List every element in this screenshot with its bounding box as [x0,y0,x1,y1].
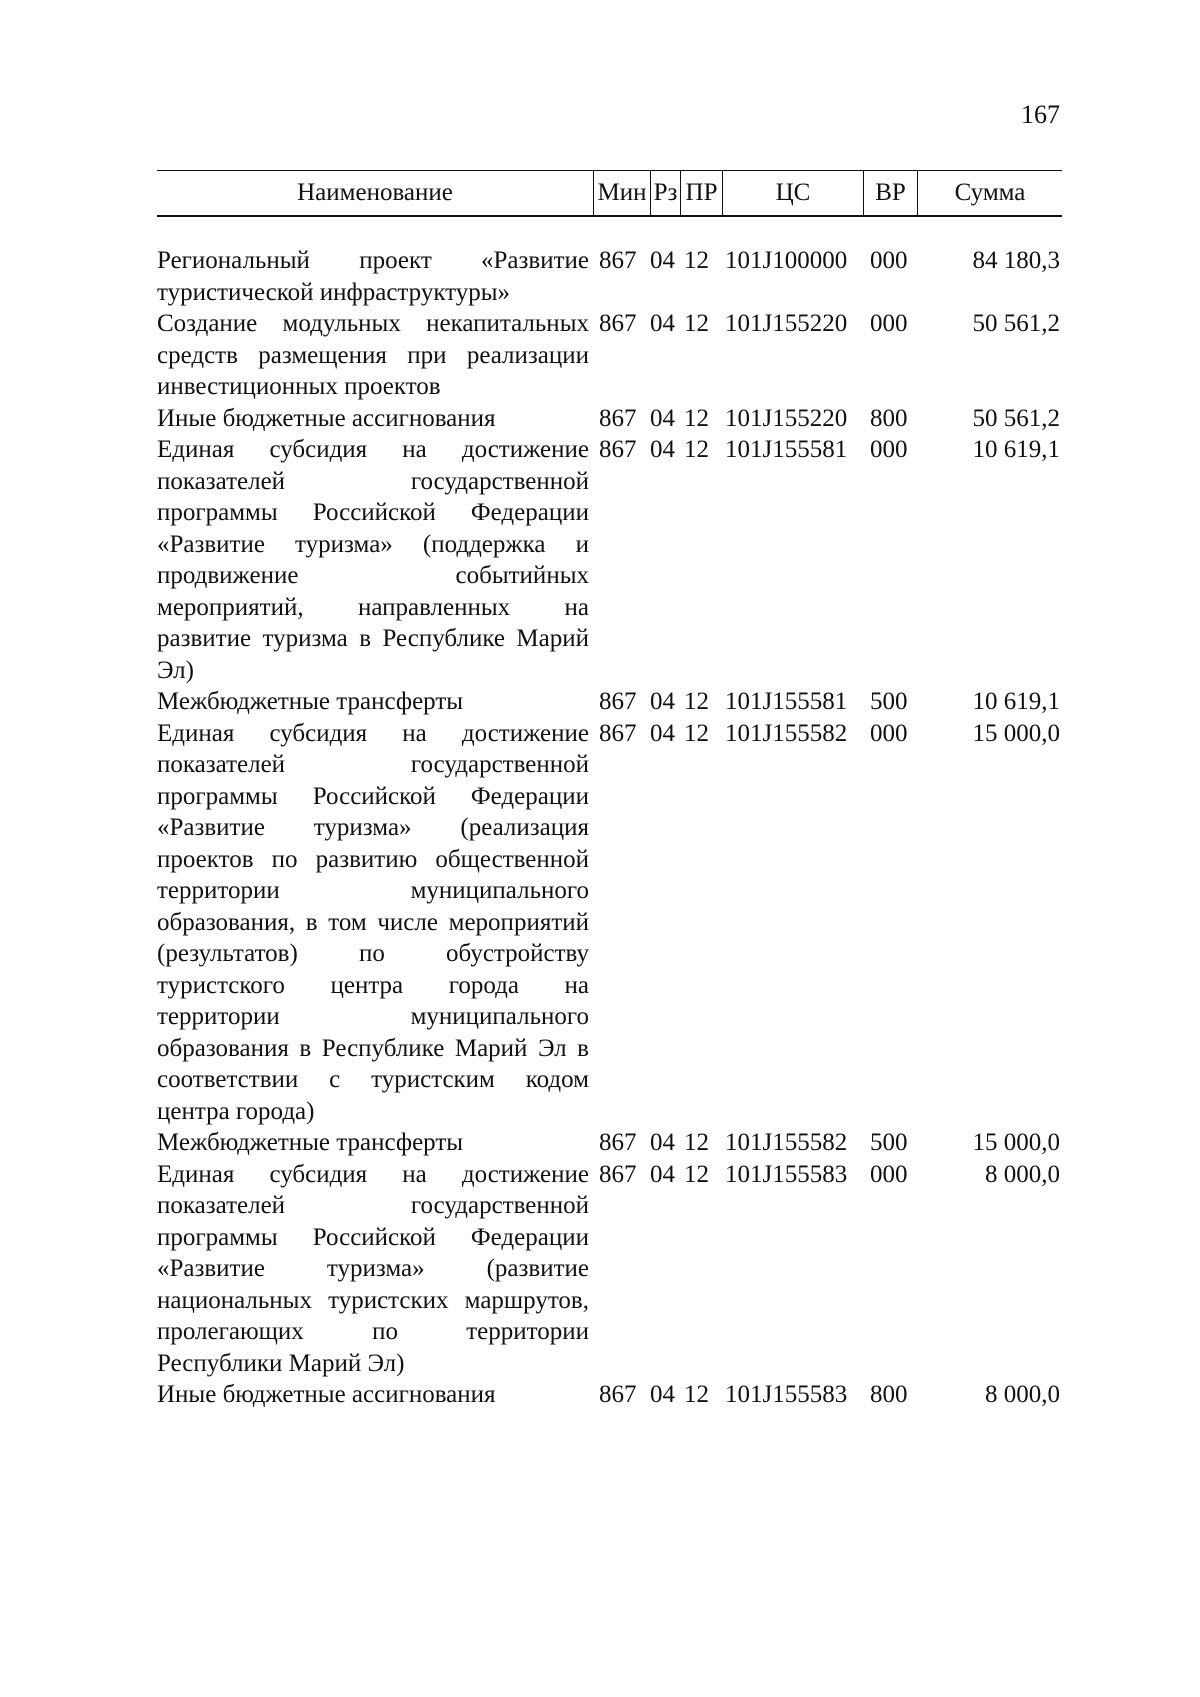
row-min: 867 [599,1160,637,1188]
row-min: 867 [599,688,637,715]
row-min: 867 [599,404,637,432]
row-sum: 8 000,0 [985,1160,1060,1188]
row-name: Межбюджетные трансферты [157,1129,464,1156]
row-sum: 50 561,2 [972,404,1060,432]
row-name: Единая субсидия на достижение показателей государственной программы Российской Федерации «Развитие туризма» (поддержка и продвижение событийных мероприятий, направленных на развитие туризма в Республике Марий Эл) [157,436,589,684]
table-row [157,686,1062,718]
row-cs: 101J155582 [725,719,848,747]
row-cs: 101J155583 [725,1381,848,1408]
table-row [157,1159,1062,1380]
page-number: 167 [1021,100,1060,129]
row-rz: 04 [650,247,675,274]
row-pr: 12 [684,436,709,463]
row-vr: 000 [870,719,908,747]
row-pr: 12 [684,310,709,337]
row-pr: 12 [684,688,709,715]
row-rz: 04 [650,719,675,747]
row-cs: 101J155583 [725,1160,848,1188]
row-vr: 800 [870,404,908,432]
row-rz: 04 [650,1381,675,1408]
row-cs: 101J155582 [725,1129,848,1156]
table-row [157,1379,1062,1411]
row-name: Региональный проект «Развитие туристической инфраструктуры» [157,247,589,306]
row-cs: 101J155581 [725,436,848,463]
row-name: Межбюджетные трансферты [157,688,464,715]
header-cs: ЦС [722,171,863,215]
row-cs: 101J100000 [725,247,848,274]
row-name: Единая субсидия на достижение показателей государственной программы Российской Федерации «Развитие туризма» (реализация проектов по развитию общественной территории муниципального образования, в том числе мероприятий (результатов) по обустройству туристского центра города на территории муниципального образования в Республике Марий Эл в соответствии с туристским кодом центра города) [157,719,589,1125]
row-pr: 12 [684,1129,709,1156]
row-min: 867 [599,247,637,274]
row-vr: 000 [870,1160,908,1188]
row-pr: 12 [684,404,709,432]
row-cs: 101J155220 [725,404,848,432]
row-sum: 84 180,3 [972,247,1060,274]
row-sum: 50 561,2 [972,310,1060,337]
table-row [157,718,1062,1128]
row-sum: 8 000,0 [985,1381,1060,1408]
row-min: 867 [599,310,637,337]
row-vr: 500 [870,688,908,715]
row-pr: 12 [684,1160,709,1188]
header-sum: Сумма [917,171,1062,215]
row-vr: 000 [870,310,908,337]
header-name: Наименование [297,179,453,206]
row-name: Иные бюджетные ассигнования [157,404,496,432]
header-min: Мин [593,171,650,215]
row-pr: 12 [684,1381,709,1408]
row-rz: 04 [650,404,675,432]
row-sum: 10 619,1 [972,436,1060,463]
row-rz: 04 [650,688,675,715]
row-sum: 10 619,1 [972,688,1060,715]
row-vr: 000 [870,436,908,463]
row-name: Единая субсидия на достижение показателей государственной программы Российской Федерации «Развитие туризма» (развитие национальных туристских маршрутов, пролегающих по территории Республики Марий Эл) [157,1160,589,1377]
table-row [157,434,1062,686]
table-row [157,403,1062,435]
row-min: 867 [599,1129,637,1156]
row-vr: 000 [870,247,908,274]
header-vr: ВР [863,171,917,215]
row-cs: 101J155220 [725,310,848,337]
row-vr: 800 [870,1381,908,1408]
table-header [157,170,1062,217]
table-row [157,308,1062,403]
row-min: 867 [599,1381,637,1408]
row-name: Иные бюджетные ассигнования [157,1381,496,1408]
table-row [157,245,1062,308]
row-rz: 04 [650,1160,675,1188]
row-sum: 15 000,0 [972,719,1060,747]
header-rz: Рз [650,171,680,215]
row-pr: 12 [684,247,709,274]
row-rz: 04 [650,436,675,463]
row-min: 867 [599,436,637,463]
row-vr: 500 [870,1129,908,1156]
row-rz: 04 [650,1129,675,1156]
row-name: Создание модульных некапитальных средств размещения при реализации инвестиционных проектов [157,310,589,400]
row-pr: 12 [684,719,709,747]
row-cs: 101J155581 [725,688,848,715]
row-min: 867 [599,719,637,747]
row-sum: 15 000,0 [972,1129,1060,1156]
header-pr: ПР [680,171,722,215]
row-rz: 04 [650,310,675,337]
table-body [157,245,1062,1411]
table-row [157,1127,1062,1159]
